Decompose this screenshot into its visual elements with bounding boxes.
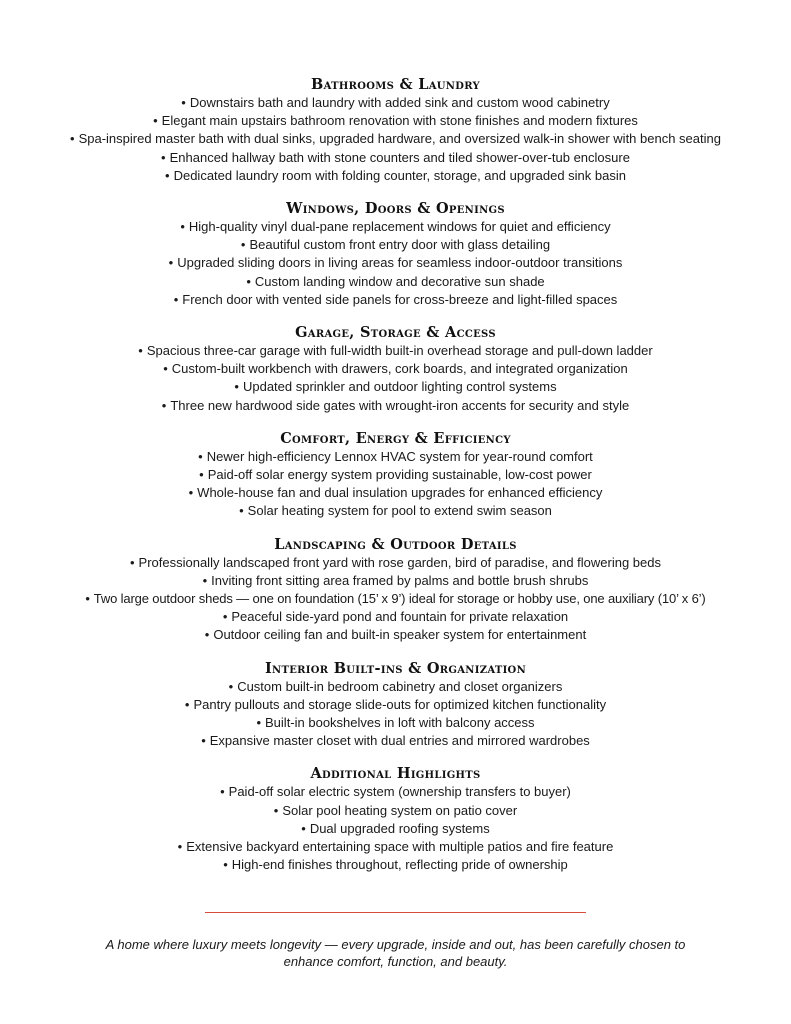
list-item [0,714,791,732]
section-interior-builtins [0,660,791,751]
bullet-icon: • [153,113,158,129]
bullet-icon: • [163,361,168,377]
list-item-text: Professionally landscaped front yard with rose garden, bird of paradise, and flowering beds [138,554,662,570]
list-item-text: Outdoor ceiling fan and built-in speaker system for entertainment [213,627,587,643]
section-additional-highlights [0,765,791,874]
list-item-text: High-quality vinyl dual-pane replacement windows for quiet and efficiency [188,219,611,235]
bullet-icon: • [273,802,279,818]
bullet-icon: • [199,467,204,483]
list-item-text: Spa-inspired master bath with dual sinks, upgraded hardware, and oversized walk-in shower with bench seating [78,131,721,147]
list-item [0,378,791,396]
feature-list [0,678,791,751]
bullet-icon: • [138,343,143,359]
list-item [0,608,791,626]
list-item-text: Solar heating system for pool to extend swim season [247,503,552,519]
bullet-icon: • [220,784,225,800]
bullet-icon: • [161,149,166,165]
list-item-text: Paid-off solar energy system providing sustainable, low-cost power [207,467,592,483]
bullet-icon: • [70,131,75,147]
bullet-icon: • [234,379,239,395]
list-item [0,590,791,608]
section-comfort-energy [0,430,791,521]
red-divider-line [205,912,586,913]
list-item [0,397,791,415]
list-item-text: Upgraded sliding doors in living areas for seamless indoor-outdoor transitions [177,255,623,271]
bullet-icon: • [198,448,203,464]
bullet-icon: • [165,167,170,183]
list-item-text: Dual upgraded roofing systems [309,820,490,836]
list-item-text: Expansive master closet with dual entries and mirrored wardrobes [209,733,590,749]
list-item [0,802,791,820]
bullet-icon: • [201,733,206,749]
list-item [0,838,791,856]
list-item [0,554,791,572]
list-item [0,149,791,167]
list-item-text: Custom-built workbench with drawers, cork boards, and integrated organization [171,361,628,377]
bullet-icon: • [239,503,244,519]
list-item [0,820,791,838]
list-item [0,466,791,484]
list-item-text: Enhanced hallway bath with stone counters and tiled shower-over-tub enclosure [169,149,630,165]
list-item-text: Newer high-efficiency Lennox HVAC system for year-round comfort [206,448,593,464]
list-item [0,856,791,874]
bullet-icon: • [188,485,194,501]
section-bathrooms-laundry [0,76,791,185]
list-item-text: French door with vented side panels for cross-breeze and light-filled spaces [182,291,618,307]
section-title: Bathrooms & Laundry [311,76,480,93]
feature-list [0,783,791,874]
list-item [0,112,791,130]
list-item-text: Custom landing window and decorative sun shade [254,273,545,289]
bullet-icon: • [173,291,179,307]
list-item [0,696,791,714]
list-item-text: Beautiful custom front entry door with glass detailing [249,237,551,253]
feature-list [0,218,791,309]
list-item [0,167,791,185]
feature-list [0,448,791,521]
list-item-text: Dedicated laundry room with folding counter, storage, and upgraded sink basin [173,167,626,183]
bullet-icon: • [181,95,186,110]
bullet-icon: • [228,678,234,694]
list-item [0,484,791,502]
list-item [0,678,791,696]
list-item-text: Pantry pullouts and storage slide-outs for optimized kitchen functionality [193,696,607,712]
list-item-text: Built-in bookshelves in loft with balcony access [265,715,535,731]
bullet-icon: • [204,627,210,643]
list-item-text: Whole-house fan and dual insulation upgrades for enhanced efficiency [197,485,603,501]
list-item [0,626,791,644]
list-item [0,254,791,272]
section-windows-doors [0,200,791,309]
section-title: Landscaping & Outdoor Details [274,535,517,553]
list-item-text: Elegant main upstairs bathroom renovation with stone finishes and modern fixtures [161,113,638,129]
list-item [0,783,791,801]
feature-list-page [0,76,791,890]
bullet-icon: • [301,820,306,836]
list-item [0,236,791,254]
list-item-text: Three new hardwood side gates with wrought-iron accents for security and style [170,397,630,413]
list-item [0,218,791,236]
section-title: Windows, Doors & Openings [286,200,505,218]
bullet-icon: • [256,715,262,731]
bullet-icon: • [177,839,183,855]
bullet-icon: • [202,572,208,588]
list-item-text: Peaceful side-yard pond and fountain for private relaxation [231,609,569,625]
list-item [0,342,791,360]
list-item-text: Solar pool heating system on patio cover [282,802,518,818]
bullet-icon: • [168,255,174,271]
list-item-text: Downstairs bath and laundry with added sink and custom wood cabinetry [189,95,610,110]
bullet-icon: • [85,591,90,607]
section-landscaping-outdoor [0,536,791,645]
section-title: Additional Highlights [310,765,481,783]
section-title: Comfort, Energy & Efficiency [280,429,511,447]
list-item-text: Paid-off solar electric system (ownership transfers to buyer) [228,784,571,800]
list-item-text: Spacious three-car garage with full-width built-in overhead storage and pull-down ladder [146,343,653,359]
bullet-icon: • [222,609,228,625]
list-item-text: Custom built-in bedroom cabinetry and closet organizers [237,678,563,694]
list-item-text: Two large outdoor sheds — one on foundation (15’ x 9’) ideal for storage or hobby use, one auxiliary (10’ x 6’) [93,591,706,607]
bullet-icon: • [184,696,190,712]
section-garage-storage [0,324,791,415]
feature-list [0,94,791,185]
bullet-icon: • [240,237,246,253]
closing-tagline: A home where luxury meets longevity — every upgrade, inside and out, has been carefully chosen to enhance comfort, function, and beauty. [105,937,686,969]
list-item-text: Inviting front sitting area framed by palms and bottle brush shrubs [211,572,589,588]
bullet-icon: • [161,397,167,413]
list-item [0,273,791,291]
list-item [0,502,791,520]
list-item [0,448,791,466]
list-item-text: Extensive backyard entertaining space with multiple patios and fire feature [186,839,614,855]
bullet-icon: • [180,219,185,235]
list-item [0,572,791,590]
section-title: Interior Built-ins & Organization [264,659,527,677]
list-item-text: High-end finishes throughout, reflecting pride of ownership [231,857,568,873]
bullet-icon: • [223,857,228,873]
list-item [0,732,791,750]
section-title: Garage, Storage & Access [295,324,496,342]
feature-list [0,342,791,415]
feature-list [0,554,791,645]
list-item [0,94,791,112]
list-item [0,291,791,309]
list-item [0,130,791,148]
list-item [0,360,791,378]
bullet-icon: • [246,273,251,289]
list-item-text: Updated sprinkler and outdoor lighting control systems [242,379,557,395]
bullet-icon: • [129,554,135,570]
